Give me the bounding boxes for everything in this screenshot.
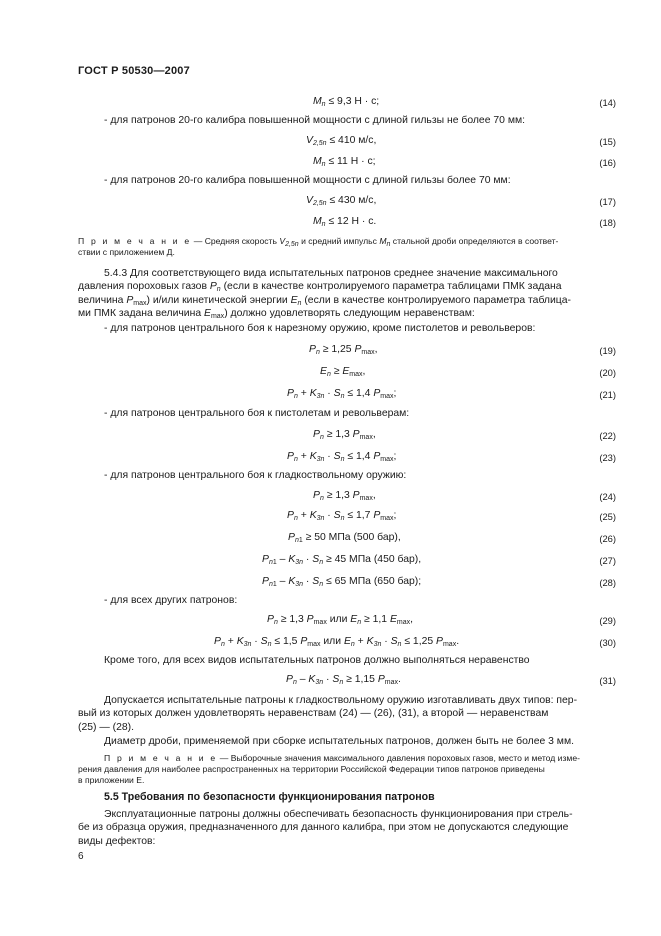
- note: П р и м е ч а н и е — Средняя скорость $V_{2,5n}$ и средний импульс $M_n$ стальной дроби определяются в соответ- ствии с приложением Д.: [78, 236, 559, 258]
- paragraph-final: Эксплуатационные патроны должны обеспечивать безопасность функционирования при стрель- бе из образца оружия, предназначенного для данного калибра, при этом не допускаются следующие виды дефектов:: [78, 809, 573, 847]
- formula-26: $P_{n1} \ge 50$ МПа (500 бар),: [288, 532, 401, 544]
- formula-29: $P_n \ge 1,3$ $P_{max}$ или $E_n \ge 1,1$ $E_{max}$,: [267, 614, 413, 626]
- formula-number: (26): [599, 533, 616, 544]
- formula-22: $P_n \ge 1,3$ $P_{max}$,: [313, 429, 376, 441]
- formula-31: $P_n - K_{3n} \cdot S_n \ge 1,15$ $P_{max}$.: [286, 674, 401, 686]
- dash-item: - для патронов центрального боя к пистолетам и револьверам:: [104, 408, 410, 419]
- paragraph-also: Кроме того, для всех видов испытательных патронов должно выполняться неравенство: [104, 655, 530, 666]
- formula-number: (22): [599, 430, 616, 441]
- dash-item: - для патронов центрального боя к нарезному оружию, кроме пистолетов и револьверов:: [104, 323, 536, 334]
- paragraph-diameter: Диаметр дроби, применяемой при сборке испытательных патронов, должен быть не более 3 мм.: [104, 736, 574, 747]
- formula-number: (15): [599, 136, 616, 147]
- formula-number: (30): [599, 637, 616, 648]
- formula-number: (20): [599, 367, 616, 378]
- formula-number: (31): [599, 675, 616, 686]
- formula-number: (25): [599, 511, 616, 522]
- formula-number: (19): [599, 345, 616, 356]
- formula-28: $P_{n1} - K_{3n} \cdot S_n \le 65$ МПа (650 бар);: [262, 576, 422, 588]
- formula-14: $M_n \le 9,3$ Н · с;: [313, 96, 380, 108]
- formula-20: $E_n \ge E_{max}$,: [320, 366, 366, 378]
- formula-number: (16): [599, 157, 616, 168]
- formula-15: $V_{2,5n} \le 410$ м/с,: [306, 135, 377, 147]
- formula-19: $P_n \ge 1,25$ $P_{max}$,: [309, 344, 378, 356]
- formula-21: $P_n + K_{3n} \cdot S_n \le 1,4$ $P_{max}$;: [287, 388, 397, 400]
- formula-number: (28): [599, 577, 616, 588]
- formula-24: $P_n \ge 1,3$ $P_{max}$,: [313, 490, 376, 502]
- formula-27: $P_{n1} - K_{3n} \cdot S_n \ge 45$ МПа (450 бар),: [262, 554, 422, 566]
- section-heading: 5.5 Требования по безопасности функционирования патронов: [104, 791, 435, 803]
- note: П р и м е ч а н и е — Выборочные значения максимального давления пороховых газов, место и метод изме- рения давления для наиболее распространенных на территории Российской Федерации типов патронов приведены в приложении Е.: [78, 753, 580, 786]
- formula-17: $V_{2,5n} \le 430$ м/с,: [306, 195, 377, 207]
- formula-number: (29): [599, 615, 616, 626]
- page-number: 6: [78, 851, 84, 862]
- formula-18: $M_n \le 12$ Н · с.: [313, 216, 377, 228]
- formula-number: (21): [599, 389, 616, 400]
- formula-number: (17): [599, 196, 616, 207]
- formula-number: (14): [599, 97, 616, 108]
- formula-30: $P_n + K_{3n} \cdot S_n \le 1,5$ $P_{max}$ или $E_n + K_{3n} \cdot S_n \le 1,25$ $P_{max}$.: [214, 636, 460, 648]
- formula-number: (23): [599, 452, 616, 463]
- formula-16: $M_n \le 11$ Н · с;: [313, 156, 376, 168]
- paragraph-allowed: Допускается испытательные патроны к гладкоствольному оружию изготавливать двух типов: пер- вый из которых должен удовлетворять неравенствам (24) — (26), (31), а второй — неравенствам (25) — (28).: [78, 695, 578, 733]
- formula-25: $P_n + K_{3n} \cdot S_n \le 1,7$ $P_{max}$;: [287, 510, 397, 522]
- formula-23: $P_n + K_{3n} \cdot S_n \le 1,4$ $P_{max}$;: [287, 451, 397, 463]
- formula-number: (27): [599, 555, 616, 566]
- paragraph-5-4-3: 5.4.3 Для соответствующего вида испытательных патронов среднее значение максимального давления пороховых газов $P_n$ (если в качестве контролируемого параметра таблицами ПМК задана величина $P_{max}$) и/или кинетической энергии $E_n$ (если в качестве контролируемого параметра таблица- ми ПМК задана величина $E_{max}$) должно удовлетворять следующим неравенствам:: [78, 268, 571, 321]
- dash-item: - для патронов центрального боя к гладкоствольному оружию:: [104, 470, 407, 481]
- page-header: ГОСТ Р 50530—2007: [78, 65, 190, 77]
- formula-number: (24): [599, 491, 616, 502]
- dash-item: - для патронов 20-го калибра повышенной мощности с длиной гильзы не более 70 мм:: [104, 115, 525, 126]
- formula-number: (18): [599, 217, 616, 228]
- dash-item: - для всех других патронов:: [104, 595, 238, 606]
- dash-item: - для патронов 20-го калибра повышенной мощности с длиной гильзы более 70 мм:: [104, 175, 511, 186]
